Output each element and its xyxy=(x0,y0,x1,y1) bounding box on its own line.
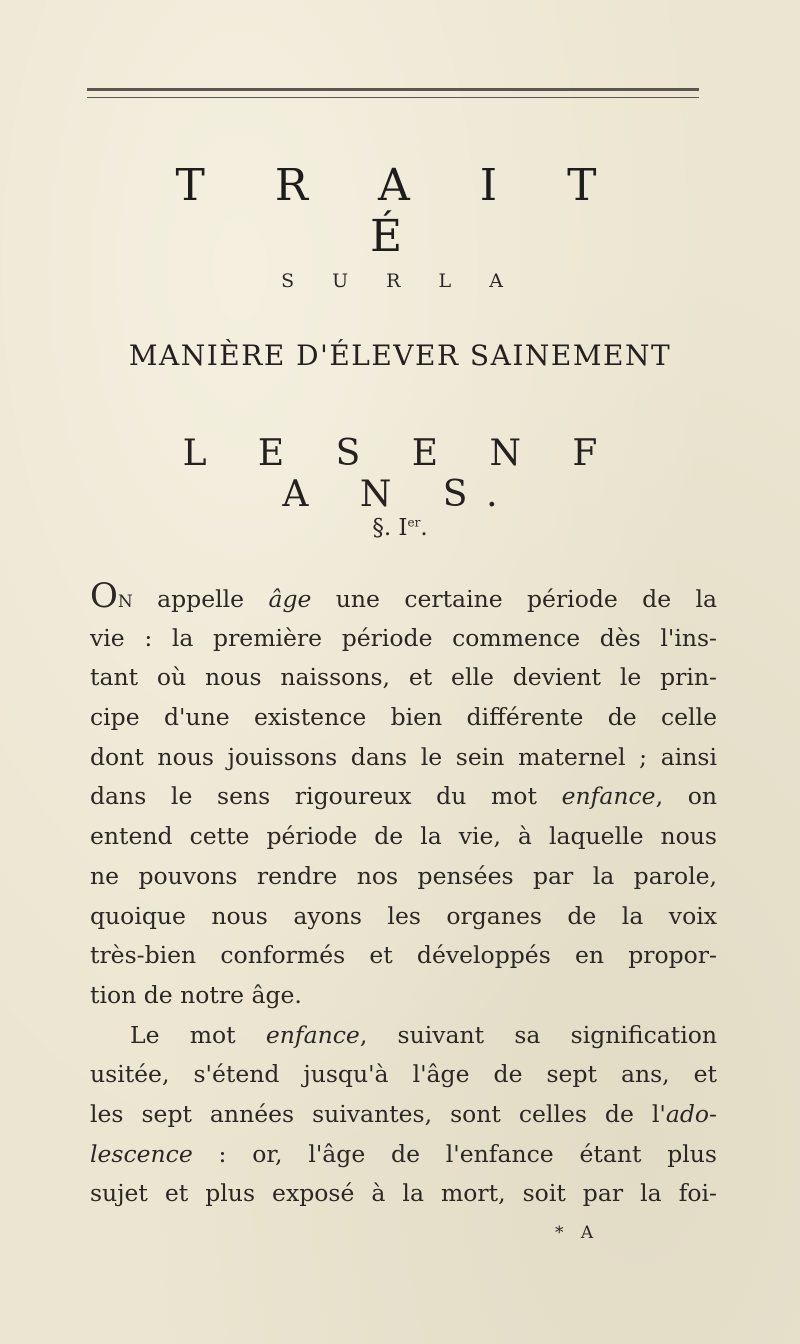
text-run: les sept années suivantes, sont celles de l' xyxy=(90,1099,666,1128)
italic-term: âge xyxy=(268,585,312,613)
text-run: une certaine période de la xyxy=(311,585,717,613)
text-run: , suivant sa signification xyxy=(359,1020,718,1049)
signature-mark: * A xyxy=(555,1223,600,1243)
section-end: . xyxy=(420,515,428,541)
text-line-6 xyxy=(90,777,717,817)
italic-term: lescence xyxy=(90,1139,193,1168)
italic-term: enfance xyxy=(561,782,656,811)
top-rule-thin xyxy=(87,97,699,98)
text-line-7: entend cette période de la vie, à laquelle nous xyxy=(90,822,717,851)
top-rule-thick xyxy=(87,88,699,91)
heading-line-1: MANIÈRE D'ÉLEVER SAINEMENT xyxy=(128,339,672,372)
text-run: Le mot xyxy=(130,1020,266,1049)
text-line-10: très-bien conformés et développés en propor- xyxy=(90,941,717,970)
italic-term: enfance xyxy=(265,1020,360,1049)
text-line-12 xyxy=(90,1016,717,1056)
text-line-5: dont nous jouissons dans le sein maternel ; ainsi xyxy=(90,742,717,771)
text-line-16: sujet et plus exposé à la mort, soit par la foi- xyxy=(90,1179,717,1208)
text-line-1 xyxy=(90,576,717,619)
section-sup: er xyxy=(407,515,421,530)
drop-cap: O xyxy=(90,576,118,616)
text-run: appelle xyxy=(132,585,269,613)
body-text xyxy=(90,576,718,1214)
text-line-3: tant où nous naissons, et elle devient le prin- xyxy=(90,663,717,692)
text-line-14 xyxy=(90,1095,717,1135)
page-title: T R A I T É xyxy=(175,160,625,262)
text-run: dans le sens rigoureux du mot xyxy=(90,782,562,811)
text-run: : or, l'âge de l'enfance étant plus xyxy=(192,1139,717,1168)
text-line-15 xyxy=(90,1135,717,1175)
section-number xyxy=(300,515,500,541)
text-line-2: vie : la première période commence dès l'ins- xyxy=(90,623,717,652)
text-line-9: quoique nous ayons les organes de la voix xyxy=(90,901,717,930)
section-mark: §. I xyxy=(372,515,408,541)
page-subtitle: S U R L A xyxy=(281,270,519,292)
text-line-13: usitée, s'étend jusqu'à l'âge de sept ans, et xyxy=(90,1060,717,1089)
italic-term: ado- xyxy=(665,1099,717,1128)
text-line-4: cipe d'une existence bien différente de celle xyxy=(90,703,717,732)
small-cap: N xyxy=(117,592,133,612)
text-line-8: ne pouvons rendre nos pensées par la parole, xyxy=(90,861,717,890)
text-run: , on xyxy=(655,782,717,811)
heading-line-2: L E S E N F A N S. xyxy=(182,433,618,515)
text-line-11: tion de notre âge. xyxy=(90,980,302,1009)
